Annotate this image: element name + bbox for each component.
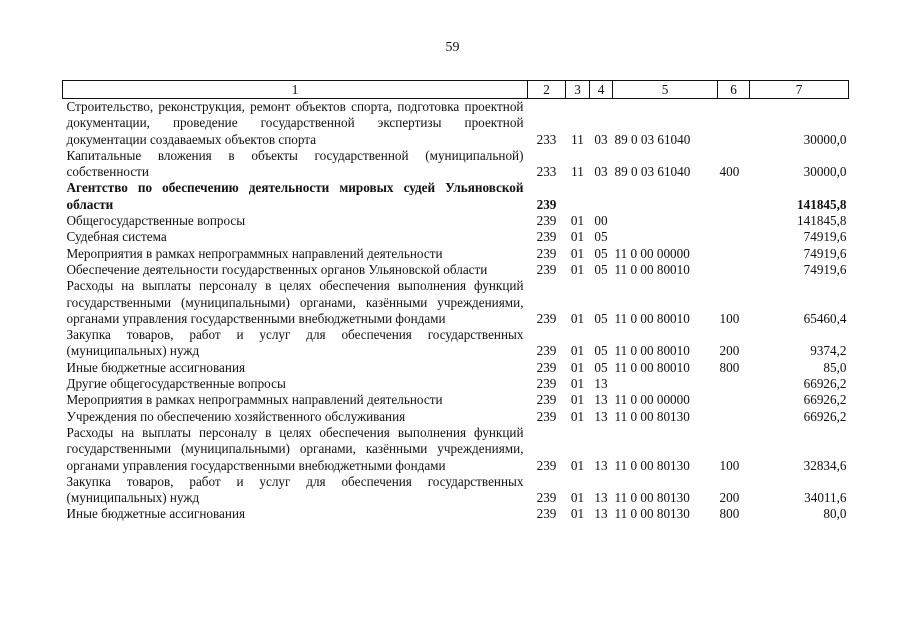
- row-section-code: 01: [570, 245, 585, 261]
- header-col-7: 7: [750, 81, 849, 99]
- row-ministry-code: 239: [536, 213, 557, 229]
- table-row: [63, 327, 849, 360]
- row-ministry-code: 239: [536, 376, 557, 392]
- row-name: Агентство по обеспечению деятельности мировых судей Ульяновской области: [66, 180, 524, 212]
- row-target-code: 11 0 00 00000: [614, 392, 690, 408]
- row-target-code: 11 0 00 80010: [614, 310, 690, 326]
- row-section-code: 01: [570, 392, 585, 408]
- row-section-code: 11: [571, 131, 584, 147]
- row-amount: 30000,0: [803, 131, 847, 147]
- row-ministry-code: 239: [536, 261, 557, 277]
- table-row: [63, 474, 849, 507]
- table-row: [63, 425, 849, 474]
- row-amount: 32834,6: [803, 457, 847, 473]
- page-number: 59: [445, 40, 460, 55]
- row-amount: 66926,2: [803, 376, 847, 392]
- row-subsection-code: 05: [594, 310, 608, 326]
- header-col-3: 3: [566, 81, 590, 99]
- header-col-2: 2: [528, 81, 566, 99]
- row-section-code: 01: [570, 408, 585, 424]
- row-ministry-code: 239: [536, 310, 557, 326]
- header-col-1: 1: [63, 81, 528, 99]
- row-section-code: 01: [570, 343, 585, 359]
- table-row: [63, 180, 849, 213]
- row-target-code: 89 0 03 61040: [614, 164, 691, 180]
- row-ministry-code: 239: [536, 229, 557, 245]
- row-subsection-code: 13: [594, 457, 608, 473]
- table-row: [63, 246, 849, 262]
- row-expense-type: [718, 246, 750, 262]
- row-ministry-code: 239: [536, 196, 557, 212]
- row-expense-type: 200: [719, 490, 740, 506]
- header-row: [63, 81, 849, 99]
- row-target-code: 11 0 00 80130: [614, 506, 690, 522]
- row-target-code: 11 0 00 80130: [614, 490, 690, 506]
- row-ministry-code: 239: [536, 392, 557, 408]
- row-amount: 141845,8: [797, 196, 847, 212]
- row-subsection-code: 05: [594, 359, 608, 375]
- row-section-code: 11: [571, 164, 584, 180]
- row-section-code: 01: [570, 376, 585, 392]
- row-name: Расходы на выплаты персоналу в целях обеспечения выполнения функций государственными (муниципальными) органами, казёнными учреждениями, органами управления государственными внебюджетными фондами: [66, 424, 524, 473]
- row-amount: 66926,2: [803, 408, 847, 424]
- row-amount: 80,0: [823, 506, 847, 522]
- row-subsection-code: 13: [594, 376, 608, 392]
- row-name: Мероприятия в рамках непрограммных направлений деятельности: [66, 392, 443, 408]
- table-row: [63, 262, 849, 278]
- row-ministry-code: 233: [536, 131, 557, 147]
- row-section-code: 01: [570, 506, 585, 522]
- table-row: [63, 506, 849, 522]
- row-section-code: 01: [570, 359, 585, 375]
- row-name: Капитальные вложения в объекты государственной (муниципальной) собственности: [66, 147, 524, 180]
- row-name: Другие общегосударственные вопросы: [66, 376, 286, 392]
- row-expense-type: 100: [719, 457, 740, 473]
- row-name: Закупка товаров, работ и услуг для обеспечения государственных (муниципальных) нужд: [66, 473, 524, 506]
- row-amount: 9374,2: [810, 343, 847, 359]
- row-amount: 34011,6: [804, 490, 847, 506]
- row-target-code: [613, 229, 718, 245]
- row-target-code: 11 0 00 00000: [614, 245, 690, 261]
- row-target-code: 11 0 00 80010: [614, 261, 690, 277]
- row-name: Закупка товаров, работ и услуг для обеспечения государственных (муниципальных) нужд: [66, 327, 524, 359]
- row-name: Строительство, реконструкция, ремонт объектов спорта, подготовка проектной документации, проведение государственной экспертизы проектной документации создаваемых объектов спорта: [66, 99, 524, 147]
- row-amount: 74919,6: [803, 245, 847, 261]
- row-target-code: 11 0 00 80010: [614, 359, 690, 375]
- row-amount: 66926,2: [803, 392, 847, 408]
- row-name: Иные бюджетные ассигнования: [66, 506, 246, 522]
- row-expense-type: 800: [719, 506, 740, 522]
- row-section-code: 01: [570, 310, 585, 326]
- row-subsection-code: 05: [594, 245, 608, 261]
- row-section-code: [566, 180, 590, 213]
- row-name: Расходы на выплаты персоналу в целях обеспечения выполнения функций государственными (муниципальными) органами, казёнными учреждениями, органами управления государственными внебюджетными фондами: [66, 278, 524, 326]
- row-subsection-code: [590, 180, 613, 213]
- table-row: [63, 278, 849, 327]
- row-ministry-code: 239: [536, 506, 557, 522]
- row-target-code: 89 0 03 61040: [614, 131, 691, 147]
- row-ministry-code: 233: [536, 164, 557, 180]
- row-expense-type: [718, 99, 750, 148]
- row-amount: 30000,0: [803, 164, 847, 180]
- row-amount: 141845,8: [797, 213, 847, 229]
- row-section-code: 01: [570, 213, 585, 229]
- row-expense-type: 800: [719, 359, 740, 375]
- table-row: [63, 360, 849, 376]
- header-col-6: 6: [718, 81, 750, 99]
- row-expense-type: [718, 213, 750, 229]
- table-row: [63, 213, 849, 229]
- row-subsection-code: 05: [594, 261, 608, 277]
- row-target-code: 11 0 00 80010: [614, 343, 690, 359]
- table-row: [63, 229, 849, 245]
- row-subsection-code: 05: [594, 343, 608, 359]
- row-ministry-code: 239: [536, 359, 557, 375]
- row-expense-type: [718, 229, 750, 245]
- row-expense-type: 200: [719, 343, 740, 359]
- row-amount: 85,0: [823, 359, 847, 375]
- row-amount: 74919,6: [803, 261, 847, 277]
- row-ministry-code: 239: [536, 343, 557, 359]
- row-name: Обеспечение деятельности государственных органов Ульяновской области: [66, 261, 488, 277]
- row-target-code: 11 0 00 80130: [614, 408, 690, 424]
- row-ministry-code: 239: [536, 490, 557, 506]
- row-target-code: [613, 180, 718, 213]
- row-expense-type: [718, 392, 750, 408]
- row-expense-type: [718, 376, 750, 392]
- row-amount: 74919,6: [803, 229, 847, 245]
- row-expense-type: [718, 409, 750, 425]
- row-section-code: 01: [570, 229, 585, 245]
- row-name: Иные бюджетные ассигнования: [66, 359, 246, 375]
- row-ministry-code: 239: [536, 245, 557, 261]
- row-name: Учреждения по обеспечению хозяйственного обслуживания: [66, 408, 406, 424]
- table-row: [63, 99, 849, 148]
- row-target-code: [613, 376, 718, 392]
- table-header: [63, 81, 849, 99]
- row-section-code: 01: [570, 457, 585, 473]
- row-section-code: 01: [570, 261, 585, 277]
- row-expense-type: 100: [719, 310, 740, 326]
- row-ministry-code: 239: [536, 457, 557, 473]
- row-expense-type: [718, 262, 750, 278]
- table-row: [63, 392, 849, 408]
- row-section-code: 01: [570, 490, 585, 506]
- row-expense-type: [718, 180, 750, 213]
- row-ministry-code: 239: [536, 408, 557, 424]
- row-name: Общегосударственные вопросы: [66, 213, 246, 229]
- table-row: [63, 148, 849, 181]
- row-subsection-code: 13: [594, 506, 608, 522]
- row-subsection-code: 05: [594, 229, 608, 245]
- row-amount: 65460,4: [803, 310, 847, 326]
- row-target-code: 11 0 00 80130: [614, 457, 690, 473]
- row-subsection-code: 00: [594, 213, 608, 229]
- row-target-code: [613, 213, 718, 229]
- row-subsection-code: 13: [594, 408, 608, 424]
- budget-table: [62, 80, 849, 523]
- row-name: Судебная система: [66, 229, 167, 245]
- table-body: [63, 99, 849, 523]
- header-col-5: 5: [613, 81, 718, 99]
- table-row: [63, 376, 849, 392]
- row-subsection-code: 03: [594, 164, 608, 180]
- header-col-4: 4: [590, 81, 613, 99]
- row-expense-type: 400: [719, 164, 740, 180]
- table-row: [63, 409, 849, 425]
- row-name: Мероприятия в рамках непрограммных направлений деятельности: [66, 245, 443, 261]
- row-subsection-code: 03: [594, 131, 608, 147]
- row-subsection-code: 13: [594, 392, 608, 408]
- row-subsection-code: 13: [594, 490, 608, 506]
